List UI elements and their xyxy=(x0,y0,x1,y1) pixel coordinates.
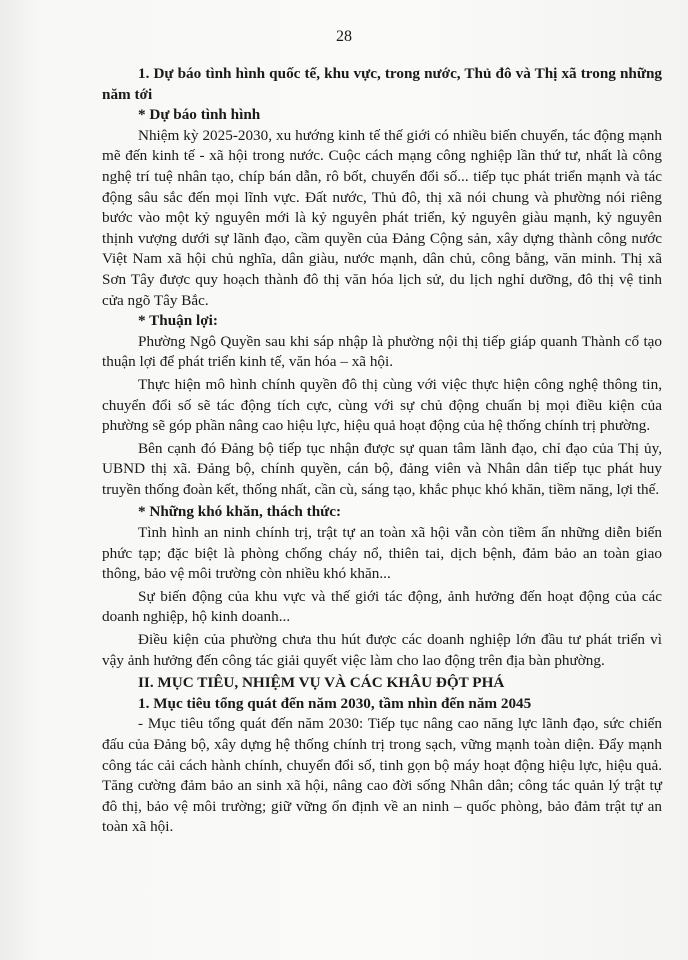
section-2-subheading: 1. Mục tiêu tổng quát đến năm 2030, tầm nhìn đến năm 2045 xyxy=(138,694,532,712)
advantages-paragraph-2: Thực hiện mô hình chính quyền đô thị cùng với việc thực hiện công nghệ thông tin, chuyển đổi số sẽ tác động tích cực, cùng với sự chủ động chuẩn bị mọi điều kiện của phường sẽ góp phần nâng cao hiệu lực, hiệu quả hoạt động của hệ thống chính trị phường. xyxy=(102,375,662,435)
challenges-title: * Những khó khăn, thách thức: xyxy=(138,503,342,521)
section-2-heading: II. MỤC TIÊU, NHIỆM VỤ VÀ CÁC KHÂU ĐỘT PHÁ xyxy=(138,674,505,692)
document-body xyxy=(102,64,662,838)
general-goal-paragraph: - Mục tiêu tổng quát đến năm 2030: Tiếp tục nâng cao năng lực lãnh đạo, sức chiến đấu của Đảng bộ, xây dựng hệ thống chính trị trong sạch, vững mạnh toàn diện. Đẩy mạnh công tác cải cách hành chính, chuyển đổi số, tinh gọn bộ máy hoạt động hiệu lực, hiệu quả. Tăng cường đảm bảo an sinh xã hội, nâng cao đời sống Nhân dân; công tác quản lý trật tự đô thị, bảo vệ môi trường; giữ vững ổn định về an ninh – quốc phòng, bảo đảm trật tự an toàn xã hội. xyxy=(102,715,662,836)
forecast-paragraph: Nhiệm kỳ 2025-2030, xu hướng kinh tế thế giới có nhiều biến chuyển, tác động mạnh mẽ đến kinh tế - xã hội trong nước. Cuộc cách mạng công nghiệp lần thứ tư, nhất là công nghệ trí tuệ nhân tạo, chíp bán dẫn, rô bốt, chuyển đổi số... tiếp tục phát triển mạnh và tác động sâu sắc đến mọi lĩnh vực. Đất nước, Thủ đô, thị xã nói chung và phường nói riêng bước vào một kỷ nguyên mới là kỷ nguyên phát triển, kỷ nguyên giàu mạnh, kỷ nguyên thịnh vượng dưới sự lãnh đạo, cầm quyền của Đảng Cộng sản, xây dựng thành công nước Việt Nam xã hội chủ nghĩa, dân giàu, nước mạnh, dân chủ, công bằng, văn minh. Thị xã Sơn Tây được quy hoạch thành đô thị văn hóa lịch sử, du lịch nghỉ dưỡng, đô thị vệ tinh cửa ngõ Tây Bắc. xyxy=(102,126,662,309)
challenges-paragraph-1: Tình hình an ninh chính trị, trật tự an toàn xã hội vẫn còn tiềm ẩn những diễn biến phức tạp; đặc biệt là phòng chống cháy nổ, thiên tai, dịch bệnh, đảm bảo an toàn giao thông, bảo vệ môi trường còn nhiều khó khăn... xyxy=(102,524,662,583)
advantages-title: * Thuận lợi: xyxy=(138,312,218,330)
advantages-paragraph-1: Phường Ngô Quyền sau khi sáp nhập là phường nội thị tiếp giáp quanh Thành cổ tạo thuận lợi để phát triển kinh tế, văn hóa – xã hội. xyxy=(102,332,662,371)
page-number: 28 xyxy=(336,28,352,45)
advantages-paragraph-3: Bên cạnh đó Đảng bộ tiếp tục nhận được sự quan tâm lãnh đạo, chỉ đạo của Thị ủy, UBND thị xã. Đảng bộ, chính quyền, cán bộ, đảng viên và Nhân dân tiếp tục phát huy truyền thống đoàn kết, thống nhất, cần cù, sáng tạo, khắc phục khó khăn, tiềm năng, lợi thế. xyxy=(102,439,662,498)
challenges-paragraph-3: Điều kiện của phường chưa thu hút được các doanh nghiệp lớn đầu tư phát triển vì vậy ảnh hưởng đến công tác giải quyết việc làm cho lao động trên địa bàn phường. xyxy=(102,631,662,669)
challenges-paragraph-2: Sự biến động của khu vực và thế giới tác động, ảnh hưởng đến hoạt động của các doanh nghiệp, hộ kinh doanh... xyxy=(102,587,662,626)
section-1-heading: 1. Dự báo tình hình quốc tế, khu vực, trong nước, Thủ đô và Thị xã trong những năm tới xyxy=(102,65,662,103)
forecast-title: * Dự báo tình hình xyxy=(138,106,261,124)
